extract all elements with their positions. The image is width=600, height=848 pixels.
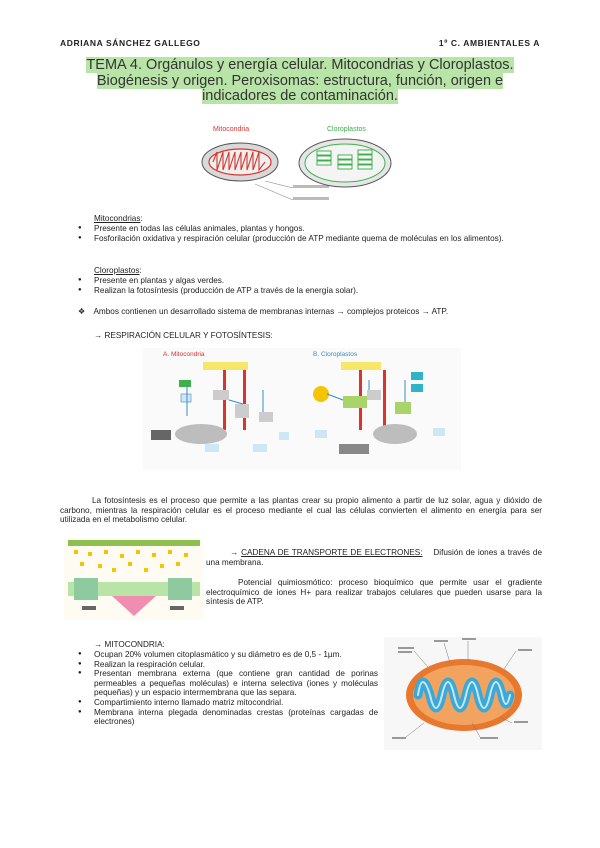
page-title xyxy=(70,58,530,105)
mitocondrias-heading: Mitocondrias: xyxy=(94,214,143,223)
respiration-photosynthesis-drawing xyxy=(143,360,461,468)
potencial-block xyxy=(206,578,542,607)
title-text: TEMA 4. Orgánulos y energía celular. Mitocondrias y Cloroplastos. Biogénesis y origen. Peroxisomas: estructura, función, origen e indicadores de contaminación. xyxy=(86,57,514,104)
cadena-block xyxy=(206,548,542,567)
electron-transport-drawing xyxy=(64,538,204,620)
list-item: ● Presentan membrana externa (que contiene gran cantidad de porinas permeables a pequeñas moléculas) e interna selectiva (iones y moléculas pequeñas) y un espacio intermembrana que las separa. xyxy=(78,669,378,698)
panel-a-label: A. Mitocondria xyxy=(163,351,205,358)
cloroplastos-heading: Cloroplastos: xyxy=(94,266,142,275)
cloroplastos-heading-text: Cloroplastos xyxy=(94,266,140,275)
electron-transport-figure xyxy=(64,538,204,620)
list-item: ● Realizan la respiración celular. xyxy=(78,660,378,670)
list-item: ● Membrana interna plegada denominadas crestas (proteínas cargadas de electrones) xyxy=(78,708,378,727)
chloroplast-label: Cloroplastos xyxy=(327,126,366,133)
potencial-text: Potencial quimiosmótico: proceso bioquímico que permite usar el gradiente electroquímico de iones H+ para realizar trabajos celulares que pueden usarse para la síntesis de ATP. xyxy=(206,578,542,607)
ambos-note xyxy=(78,307,541,317)
mitocondria-list xyxy=(78,650,378,727)
organelles-drawing xyxy=(195,136,405,212)
fotosintesis-paragraph xyxy=(60,496,542,525)
list-item: ● Compartimiento interno llamado matriz mitocondrial. xyxy=(78,698,378,708)
cadena-paragraph xyxy=(206,548,542,567)
list-item: ● Presente en plantas y algas verdes. xyxy=(78,276,541,286)
cadena-text: Difusión de iones a través de una membrana. xyxy=(206,548,542,567)
list-item: ● Realizan la fotosíntesis (producción de ATP a través de la energía solar). xyxy=(78,286,541,296)
header-course: 1º C. AMBIENTALES A xyxy=(438,38,540,48)
cadena-heading: CADENA DE TRANSPORTE DE ELECTRONES: xyxy=(241,548,423,557)
arrow-icon: → xyxy=(230,548,239,557)
list-item: ● Presente en todas las células animales, plantas y hongos. xyxy=(78,224,541,234)
list-item: ● Ocupan 20% volumen citoplasmático y su diámetro es de 0,5 - 1µm. xyxy=(78,650,378,660)
respiracion-heading: → RESPIRACIÓN CELULAR Y FOTOSÍNTESIS: xyxy=(94,331,273,340)
cloroplastos-list xyxy=(78,276,541,295)
diamond-bullet-icon: ❖ xyxy=(78,307,86,316)
mitochondrion-figure xyxy=(384,637,542,750)
fotosintesis-text: La fotosíntesis es el proceso que permite a las plantas crear su propio alimento a partir de luz solar, agua y dióxido de carbono, mientras la respiración celular es el proceso mediante el cual las células convierten el alimento en energía para ser utilizada en el metabolismo celular. xyxy=(60,496,542,525)
mitocondrias-heading-text: Mitocondrias xyxy=(94,214,141,223)
respiration-photosynthesis-figure xyxy=(143,348,461,470)
organelles-figure xyxy=(195,122,405,214)
mitocondrias-list xyxy=(78,224,541,243)
mitochondria-label: Mitocondria xyxy=(213,126,250,133)
list-item: ● Fosforilación oxidativa y respiración celular (producción de ATP mediante quema de moléculas en los alimentos). xyxy=(78,234,541,244)
header-author: ADRIANA SÁNCHEZ GALLEGO xyxy=(60,38,201,48)
mitochondrion-drawing xyxy=(384,637,542,750)
panel-b-label: B. Cloroplastos xyxy=(313,351,358,358)
ambos-text: Ambos contienen un desarrollado sistema de membranas internas → complejos proteicos → ATP. xyxy=(93,307,449,316)
mitocondria-heading: → MITOCONDRIA: xyxy=(94,640,165,649)
